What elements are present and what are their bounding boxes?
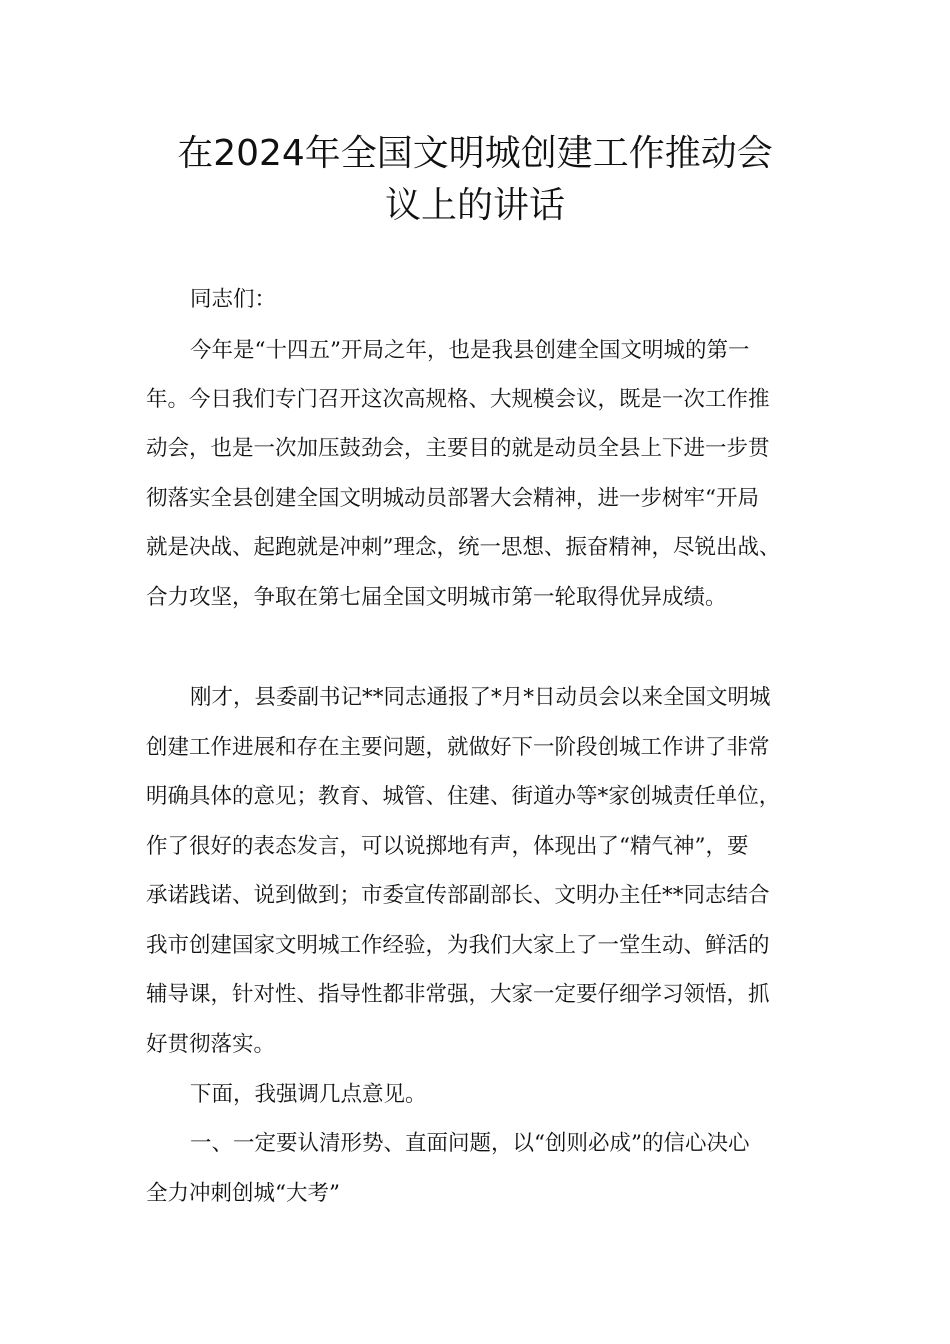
- paragraph-line: 辅导课，针对性、指导性都非常强，大家一定要仔细学习领悟，抓: [146, 982, 770, 1007]
- paragraph-line: 彻落实全县创建全国文明城动员部署大会精神，进一步树牢“开局: [146, 486, 759, 511]
- paragraph-line: 就是决战、起跑就是冲刺”理念，统一思想、振奋精神，尽锐出战、: [146, 535, 781, 560]
- document-title: [120, 128, 830, 232]
- section-heading: 全力冲刺创城“大考”: [146, 1181, 340, 1206]
- paragraph-line: 创建工作进展和存在主要问题，就做好下一阶段创城工作讲了非常: [146, 735, 770, 760]
- paragraph-line: 年。今日我们专门召开这次高规格、大规模会议，既是一次工作推: [146, 387, 770, 412]
- paragraph-line: 好贯彻落实。: [146, 1032, 276, 1057]
- paragraph-line: 承诺践诺、说到做到；市委宣传部副部长、文明办主任**同志结合: [146, 883, 770, 908]
- paragraph-line: 我市创建国家文明城工作经验，为我们大家上了一堂生动、鲜活的: [146, 933, 770, 958]
- paragraph-line: 作了很好的表态发言，可以说掷地有声，体现出了“精气神”，要: [146, 834, 749, 859]
- paragraph-line: 今年是“十四五”开局之年，也是我县创建全国文明城的第一: [190, 338, 750, 363]
- paragraph-line: 动会，也是一次加压鼓劲会，主要目的就是动员全县上下进一步贯: [146, 436, 770, 461]
- section-heading: 一、一定要认清形势、直面问题，以“创则必成”的信心决心: [190, 1131, 750, 1156]
- paragraph-line: 下面，我强调几点意见。: [190, 1082, 427, 1107]
- paragraph-line: 刚才，县委副书记**同志通报了*月*日动员会以来全国文明城: [190, 685, 771, 710]
- paragraph-line: 合力攻坚，争取在第七届全国文明城市第一轮取得优异成绩。: [146, 585, 727, 610]
- title-line: 在2024年全国文明城创建工作推动会: [177, 133, 773, 174]
- title-line: 议上的讲话: [384, 185, 565, 226]
- paragraph-line: 明确具体的意见；教育、城管、住建、街道办等*家创城责任单位，: [146, 784, 781, 809]
- salutation: 同志们：: [190, 287, 277, 312]
